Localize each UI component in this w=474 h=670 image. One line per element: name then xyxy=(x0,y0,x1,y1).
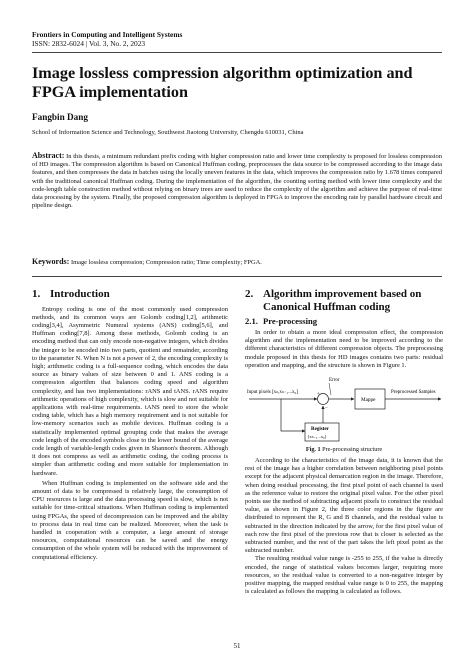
section-2-number: 2. xyxy=(245,288,254,300)
intro-paragraph-2: When Huffman coding is implemented on the software side and the amount of data to be compressed is relatively large, the consumption of CPU resources is large and the data processing speed is slow, which is not suitable for time-critical situations. When Huffman coding is implemented using FPGAs, the speed of decompression can be improved and the ability to process data in real time can be realized. Moreover, when the task is handled in cooperation with a computer, a large amount of storage resources, computational resources can be saved and the energy consumption of the whole system will be reduced with the improvement of computational efficiency. xyxy=(32,479,228,561)
figure-1 xyxy=(245,373,443,455)
figure-1-caption xyxy=(245,446,443,453)
feedback-line-in xyxy=(281,399,305,431)
register-label: Register xyxy=(311,427,329,433)
minus-sign: − xyxy=(325,406,328,412)
preprocessing-diagram xyxy=(245,373,443,445)
left-column xyxy=(32,288,228,562)
keywords-label: Keywords: xyxy=(32,257,70,266)
paper-title: Image lossless compression algorithm optimization and FPGA implementation xyxy=(32,64,413,101)
register-sublabel: [xₙ₋₁...x₀] xyxy=(308,434,327,440)
header-divider xyxy=(32,52,442,53)
keywords-divider xyxy=(32,276,442,277)
abstract-label: Abstract: xyxy=(32,151,65,160)
preprocessing-paragraph-3: The resulting residual value range is -255 to 255, if the value is directly encoded, the range of statistical values becomes larger, requiring more resources, so the residual value is converted to a non-negative integer by positive mapping, the mapped residual value range is 0 to 255, the mapping is calculated as follows the mapping is calculated as follows. xyxy=(245,555,443,596)
figure-1-caption-text: Pre-processing structure xyxy=(322,446,383,454)
section-2-1-number: 2.1. xyxy=(245,316,258,326)
input-label: Input pixels [xₙ,xₙ₋₁...x₀] xyxy=(247,390,298,396)
section-2-heading xyxy=(245,288,443,313)
section-2-1-heading xyxy=(245,316,443,326)
keywords xyxy=(32,258,262,268)
intro-paragraph-1: Entropy coding is one of the most commonly used compression methods, and its common ways are Golomb coding[1,2], arithmetic coding[3,4], Asymmetric Numeral systems (ANS) coding[5,6], and Huffman coding[7,8]. Among these methods, Golomb coding is an encoding method that can only encode non-negative integers, which divides the integer to be encoded into two parts, quotient and remainder, according to the parameter N. When N is not a power of 2, the encoding complexity is high; arithmetic coding is a full-sequence coding, which encodes the data source as binary values of size between 0 and 1. ANS coding is a compression algorithm that balances coding speed and algorithm complexity, and has two implementations: rANS and tANS. rANS require arithmetic operations of high complexity, which is slow and not suitable for applications with real-time requirements. tANS need to store the whole coding table, which has a high memory requirement and is not suitable for low-memory scenarios such as mobile devices. Huffman coding is a statistically implemented optimal grouping code that makes the average code length of the encoded symbols close to the lower bound of the average code length of variable-length codes given in Shannon's theorem. Although it does not compress as well as arithmetic coding, the coding process is simpler than arithmetic coding and more suitable for implementation in hardware. xyxy=(32,305,228,477)
error-pointer xyxy=(329,383,331,395)
mapper-label: Mappe xyxy=(361,397,376,404)
journal-header xyxy=(32,30,182,49)
section-2-1-title: Pre-processing xyxy=(263,316,318,326)
author-name: Fangbin Dang xyxy=(32,112,88,122)
right-column xyxy=(245,288,443,596)
section-2-title: Algorithm improvement based on Canonical Huffman coding xyxy=(263,288,422,313)
figure-1-caption-label: Fig. 1 xyxy=(305,446,321,454)
abstract xyxy=(32,152,442,211)
section-1-number: 1. xyxy=(32,288,41,300)
keywords-text: Image lossless compression; Compression ratio; Time complexity; FPGA. xyxy=(70,259,262,266)
journal-issn: ISSN: 2832-6024 | Vol. 3, No. 2, 2023 xyxy=(32,39,146,49)
page-number: 51 xyxy=(233,642,241,650)
plus-sign: + xyxy=(317,392,320,398)
abstract-text: In this thesis, a minimum redundant prefix coding with higher compression ratio and lower time complexity is proposed for lossless compression of HD images. The compression algorithm is based on Canonical Huffman coding, preprocesses the data source to be compressed according to the image data features, and then compresses the data in batches using the locally uneven features in the data, which improves the compression ratio by 1.678 times compared with the traditional canonical Huffman coding. During the implementation of the algorithm, the counting sorting method with lower time complexity and the code-length table construction method without relying on binary trees are used to reduce the complexity of the algorithm and achieve the purpose of real-time data processing by the system. Finally, the proposed compression algorithm is deployed in FPGA to improve the encoding rate by parallel hardware circuit and pipeline design. xyxy=(32,153,442,210)
section-1-heading xyxy=(32,288,228,301)
section-1-title: Introduction xyxy=(50,288,110,300)
preprocessing-paragraph-2: According to the characteristics of the image data, it is known that the rest of the image has a higher correlation between neighboring pixel points except for the adjacent physical demarcation region in the image. Therefore, when doing residual processing, the first pixel point of each channel is used as the reference value to restore the original pixel value. For the other pixel points use the method of subtracting adjacent pixels to construct the residual value, as shown in Figure 2, the three color regions in the figure are distributed to represent the R, G and B channels, and the residual value is subtracted in the direction indicated by the arrow, for the first pixel value of each row the first pixel of the previous row that is closer is selected as the subtracted number, and the rest of the part takes the left pixel point as the subtracted number. xyxy=(245,457,443,555)
output-label: Preprocessed Samples xyxy=(391,390,436,396)
journal-name: Frontiers in Computing and Intelligent Systems xyxy=(32,30,183,39)
preprocessing-paragraph-1: In order to obtain a more ideal compression effect, the compression algorithm and the implementation need to be improved according to the different characteristics of different compression objects. The preprocessing module proposed in this thesis for HD images contains two parts: residual operation and mapping, and the structure is shown in Figure 1. xyxy=(245,329,443,369)
error-label: Error xyxy=(329,378,340,384)
author-affiliation: School of Information Science and Technology, Southwest Jiaotong University, Chengdu 610031, China xyxy=(32,129,304,136)
